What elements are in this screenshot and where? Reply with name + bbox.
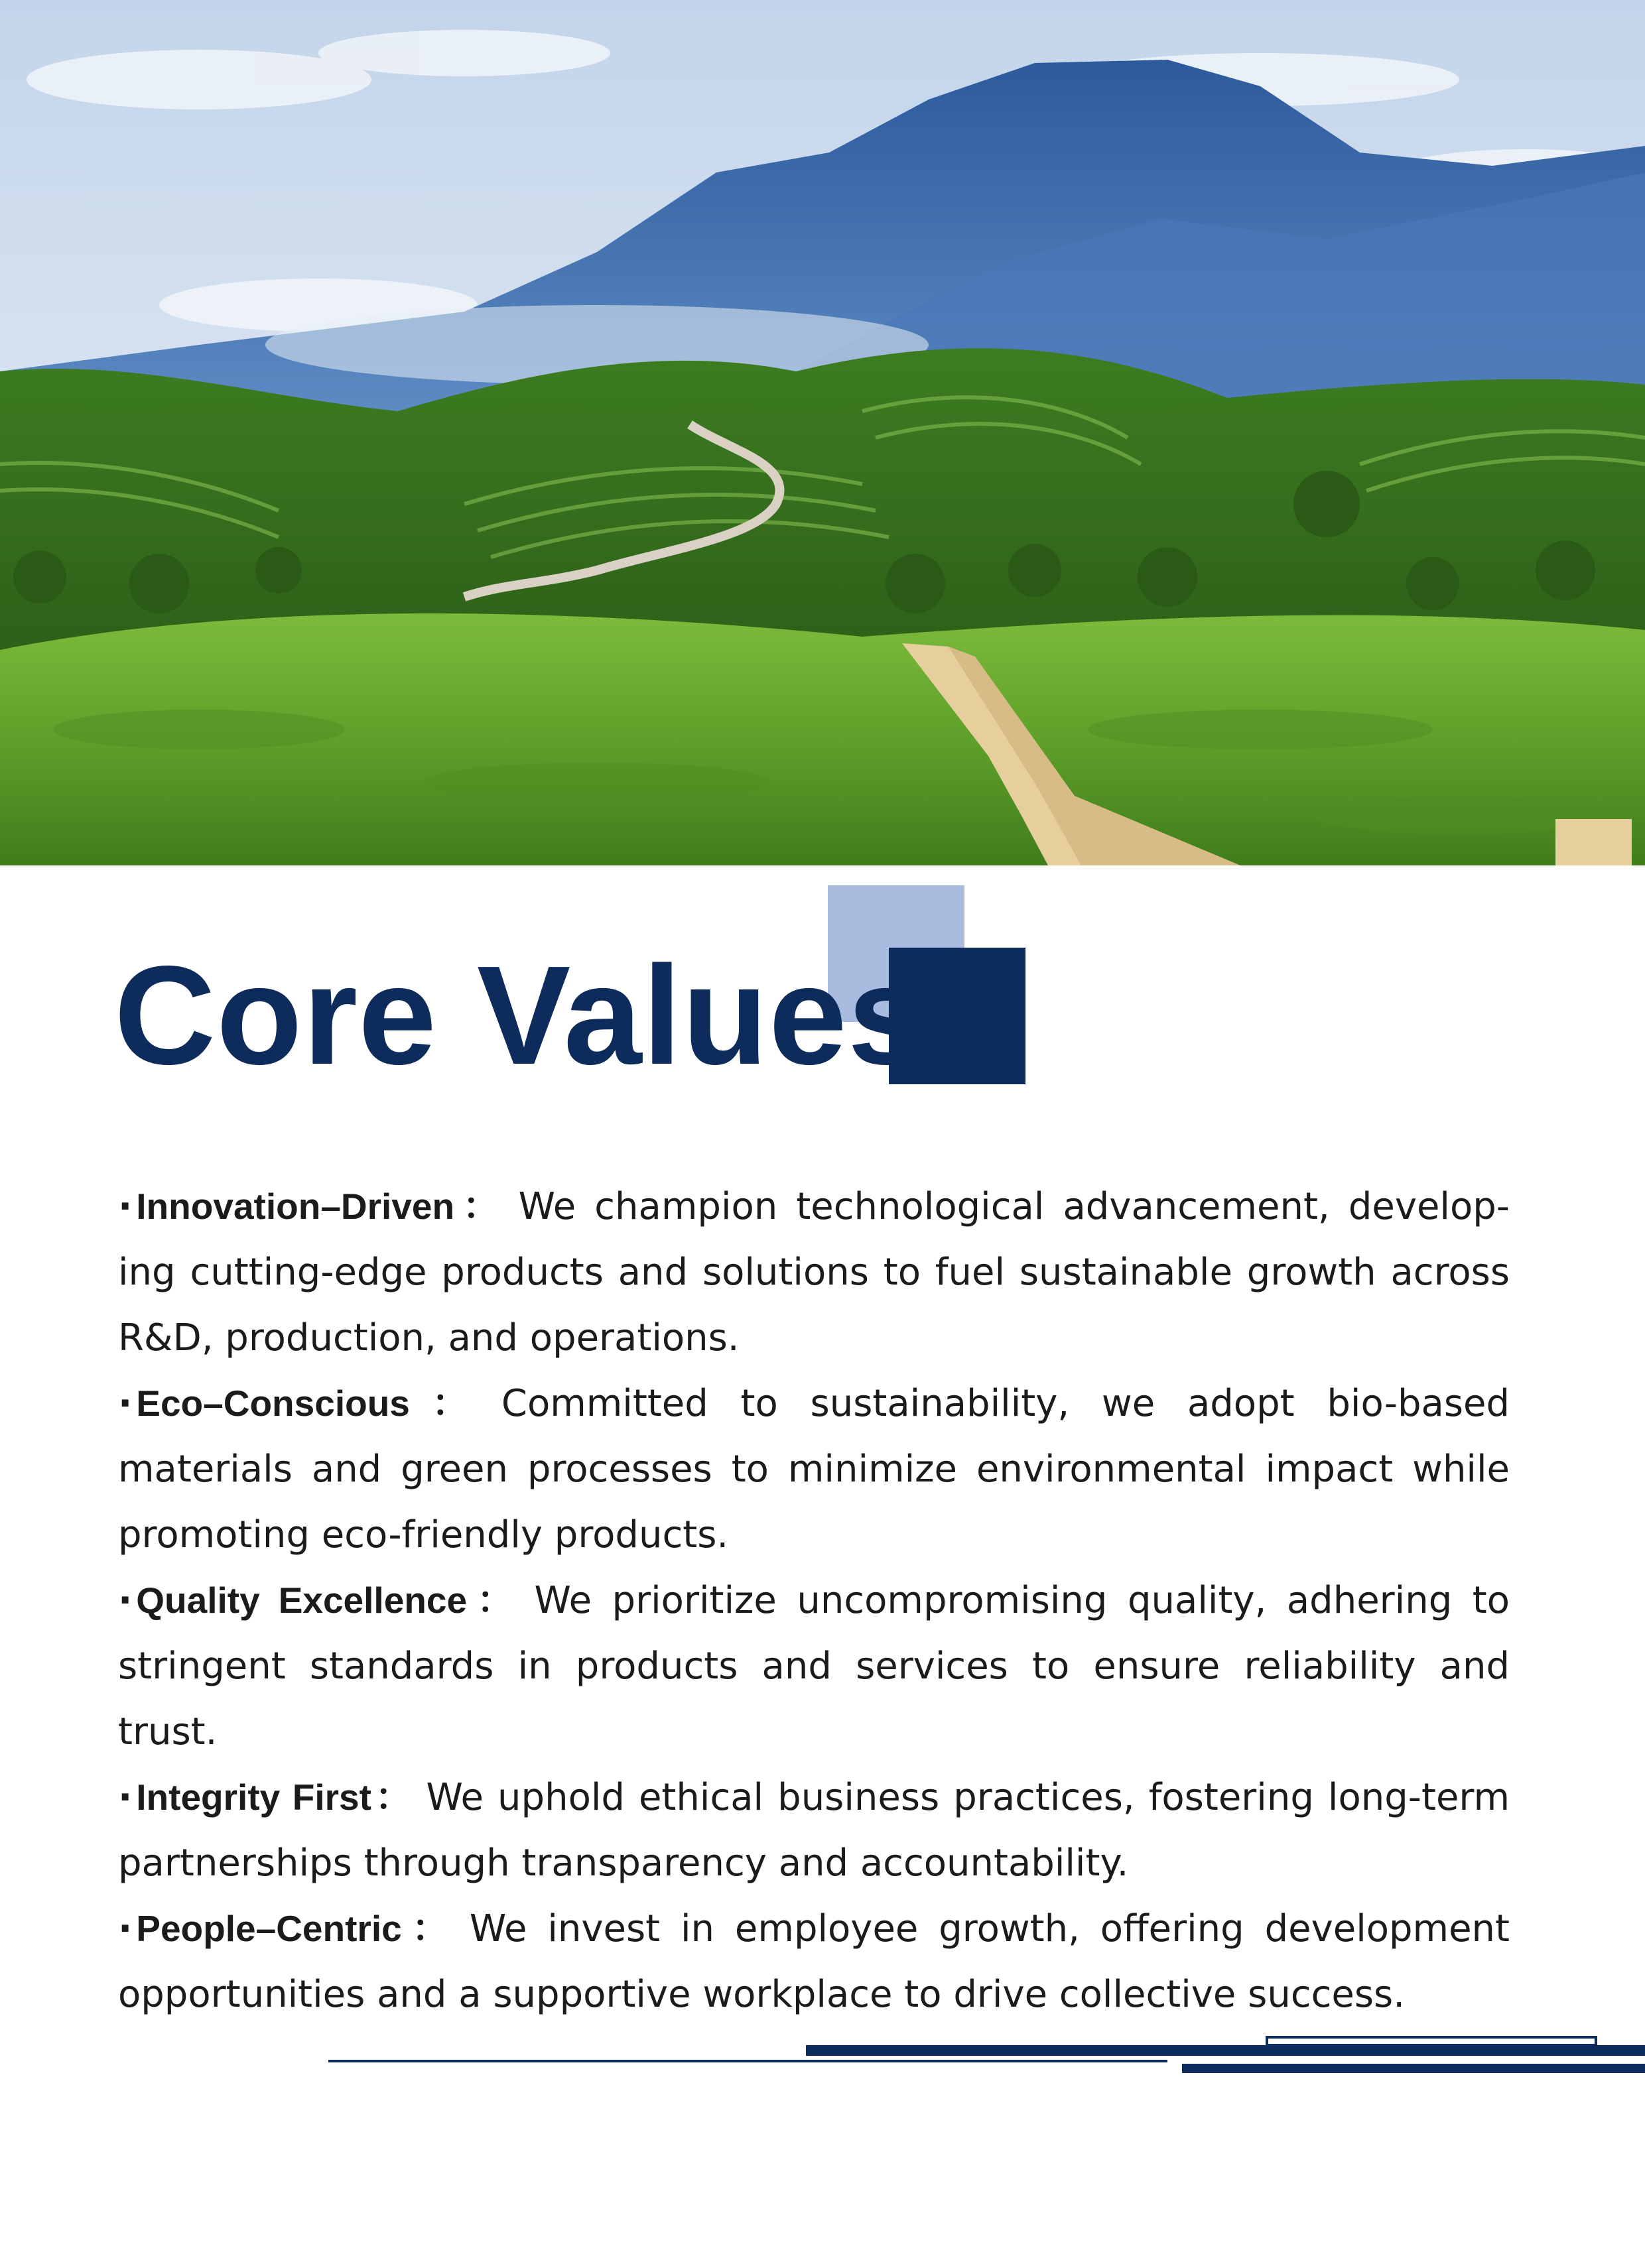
value-description: We champion technological advancement, developing cutting-edge products and solutions to fuel sustainable growth across R&D, production, and operations. xyxy=(118,1185,1510,1359)
value-item xyxy=(118,1371,1510,1568)
footer-line-thick-upper xyxy=(806,2045,1645,2056)
tea-plantation-mountain-scene xyxy=(0,0,1645,865)
value-name: Eco–Conscious xyxy=(136,1383,410,1424)
value-colon: ： xyxy=(411,1382,490,1425)
value-name: People–Centric xyxy=(136,1908,402,1949)
bullet-dot: · xyxy=(118,1579,133,1622)
value-name: Integrity First xyxy=(136,1777,371,1818)
value-item xyxy=(118,1765,1510,1896)
footer-line-outline xyxy=(1266,2036,1597,2047)
value-item xyxy=(118,1568,1510,1765)
bullet-dot: · xyxy=(118,1185,133,1228)
value-name: Quality Excellence xyxy=(136,1580,468,1621)
value-name: Innovation–Driven xyxy=(136,1186,455,1227)
value-colon: ： xyxy=(403,1907,458,1950)
value-colon: ： xyxy=(468,1579,523,1622)
value-description: We uphold ethical business practices, fostering long-term partnerships through transparency and accountability. xyxy=(118,1776,1510,1885)
bullet-dot: · xyxy=(118,1776,133,1819)
hero-landscape-image xyxy=(0,0,1645,865)
bullet-dot: · xyxy=(118,1382,133,1425)
bullet-dot: · xyxy=(118,1907,133,1950)
value-colon: ： xyxy=(372,1776,415,1819)
value-description: Committed to sustainability, we adopt bio-based materials and green processes to minimize environmental impact while promoting eco-friendly products. xyxy=(118,1382,1510,1556)
value-item xyxy=(118,1174,1510,1371)
value-description: We prioritize uncompromising quality, adhering to stringent standards in products and services to ensure reliability and trust. xyxy=(118,1579,1510,1753)
value-item xyxy=(118,1896,1510,2027)
footer-line-thin xyxy=(328,2060,1167,2062)
value-colon: ： xyxy=(456,1185,507,1228)
value-description: We invest in employee growth, offering development opportunities and a supportive workplace to drive collective success. xyxy=(118,1907,1510,2016)
title-section xyxy=(0,865,1645,1131)
core-values-list xyxy=(118,1174,1510,2027)
page-title: Core Values xyxy=(114,936,927,1094)
footer-decoration xyxy=(0,2029,1645,2069)
footer-line-thick-lower xyxy=(1182,2064,1645,2073)
